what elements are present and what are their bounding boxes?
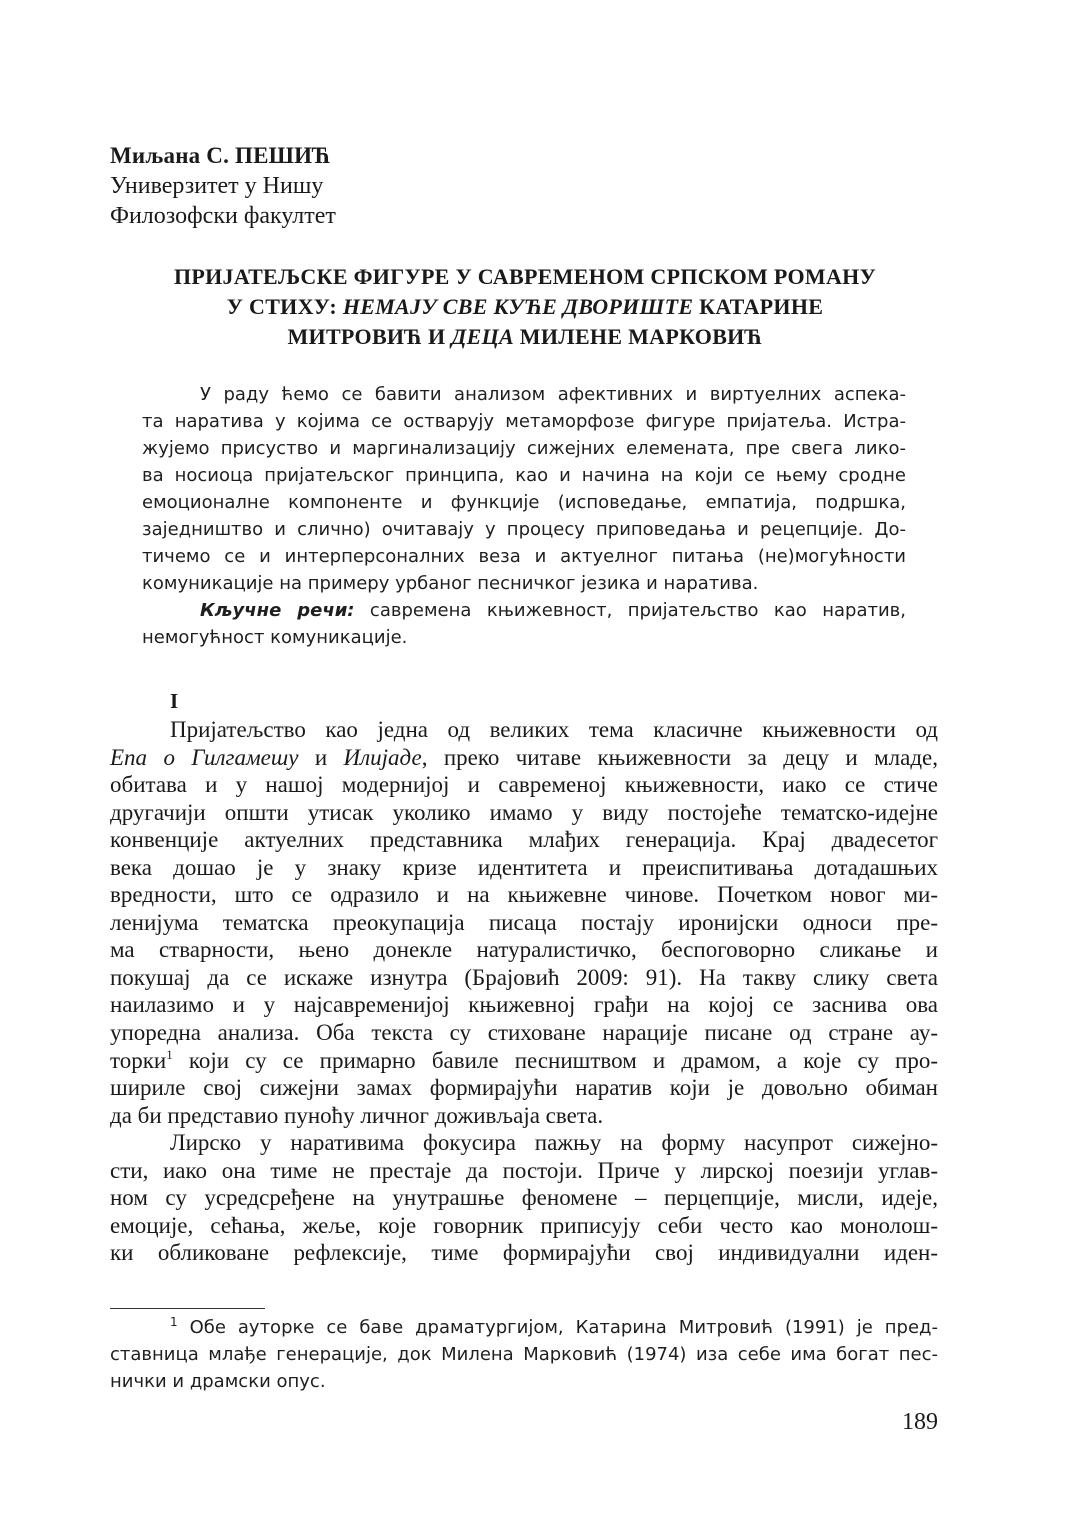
body-line: упоредна анализа. Оба текста су стиховане нарације писане од стране ау- bbox=[110, 1020, 938, 1046]
body-line: сти, иако она тиме не престаје да постоји. Приче у лирској поезији углав- bbox=[110, 1157, 938, 1183]
body-line: шириле свој сижејни замах формирајући наратив који је довољно обиман bbox=[110, 1075, 938, 1101]
body-line: другачији општи утисак уколико имамо у виду постојеће тематско-идејне bbox=[110, 799, 938, 825]
title-line: МИТРОВИЋ И ДЕЦА МИЛЕНЕ МАРКОВИЋ bbox=[287, 324, 763, 349]
author-block bbox=[110, 141, 710, 231]
body-line: ма стварности, њено донекле натуралистичко, беспоговорно сликање и bbox=[110, 937, 938, 963]
footnote-divider bbox=[110, 1308, 265, 1309]
abstract-line: емоционалне компоненте и функције (исповедање, емпатија, подршка, bbox=[142, 492, 906, 513]
footnote-ref: 1 bbox=[166, 1046, 173, 1062]
footnote bbox=[110, 1314, 938, 1395]
author-name: Миљана С. ПЕШИЋ bbox=[110, 143, 331, 168]
abstract-line: жујемо присуство и маргинализацију сижејних елемената, пре свега лико- bbox=[142, 438, 906, 459]
body-line: Пријатељство као једна од великих тема класичне књижевности од bbox=[170, 717, 938, 742]
footnote-line: $^1$ Обе ауторке се баве драматургијом, Катарина Митровић (1991) је пред- bbox=[170, 1315, 938, 1338]
body-line: Лирско у наративима фокусира пажњу на форму насупрот сижејно- bbox=[170, 1130, 938, 1156]
section-heading: I bbox=[170, 689, 179, 713]
keywords-label: Кључне речи: bbox=[200, 600, 355, 621]
body-line: Епа о Гилгамешу и Илијаде, преко читаве књижевности за децу и младе, bbox=[110, 744, 938, 770]
body-line: века дошао је у знаку кризе идентитета и преиспитивања дотадашњих bbox=[110, 854, 938, 880]
body-line: ном су усредсређене на унутрашње феномене – перцепције, мисли, идеје, bbox=[110, 1185, 938, 1211]
body-line: вредности, што се одразило и на књижевне чинове. Почетком новог ми- bbox=[110, 882, 938, 908]
body-line: емоције, сећања, жеље, које говорник приписују себи често као монолош- bbox=[110, 1212, 938, 1238]
body-line: обитава и у нашој модернијој и савременој књижевности, иако се стиче bbox=[110, 772, 938, 798]
body-line: ленијума тематска преокупација писаца постају иронијски односи пре- bbox=[110, 909, 938, 935]
footnote-line: ставница млађе генерације, док Милена Марковић (1974) иза себе има богат пес- bbox=[110, 1344, 938, 1365]
author-faculty: Филозофски факултет bbox=[110, 203, 336, 229]
title-line: ПРИЈАТЕЉСКЕ ФИГУРЕ У САВРЕМЕНОМ СРПСКОМ РОМАНУ bbox=[173, 264, 877, 289]
page-number: 189 bbox=[902, 1409, 938, 1435]
body-line: покушај да се искаже изнутра (Брајовић 2009: 91). На такву слику света bbox=[110, 964, 938, 990]
body-line: конвенције актуелних представника млађих генерација. Крај двадесетог bbox=[110, 827, 938, 853]
abstract-line: заједништво и слично) очитавају у процесу приповедања и рецепције. До- bbox=[142, 519, 906, 540]
body-text bbox=[110, 716, 938, 1267]
abstract bbox=[142, 381, 906, 651]
abstract-line: тичемо се и интерперсоналних веза и актуелног питања (не)могућности bbox=[142, 546, 906, 567]
body-line: да би представио пуноћу личног доживљаја света. bbox=[110, 1102, 604, 1128]
author-university: Универзитет у Нишу bbox=[110, 173, 324, 199]
footnote-line: нички и драмски опус. bbox=[110, 1371, 326, 1392]
abstract-line: комуникације на примеру урбаног песничког језика и наратива. bbox=[142, 573, 759, 594]
keywords-line: немогућност комуникације. bbox=[142, 627, 408, 648]
title-work-italic: НЕМАЈУ СВЕ КУЋЕ ДВОРИШТЕ bbox=[342, 294, 694, 319]
paper-title bbox=[110, 262, 940, 352]
footnote-marker: 1 bbox=[170, 1315, 178, 1329]
keywords-line: Кључне речи: савремена књижевност, пријатељство као наратив, bbox=[200, 600, 906, 621]
title-work-italic: ДЕЦА bbox=[451, 324, 514, 349]
body-line: торки$^1$ који су се примарно бавиле песништвом и драмом, а које су про- bbox=[110, 1046, 938, 1073]
abstract-line: ва носиоца пријатељског принципа, као и начина на који се њему сродне bbox=[142, 465, 906, 486]
title-line: У СТИХУ: НЕМАЈУ СВЕ КУЋЕ ДВОРИШТЕ КАТАРИНЕ bbox=[226, 294, 824, 319]
abstract-line: та наратива у којима се остварују метаморфозе фигуре пријатеља. Истра- bbox=[142, 411, 906, 432]
abstract-line: У раду ћемо се бавити анализом афективних и виртуелних аспека- bbox=[200, 384, 906, 405]
body-line: ки обликоване рефлексије, тиме формирајући свој индивидуални иден- bbox=[110, 1240, 938, 1266]
body-line: наилазимо и у најсавременијој књижевној грађи на којој се заснива ова bbox=[110, 992, 938, 1018]
